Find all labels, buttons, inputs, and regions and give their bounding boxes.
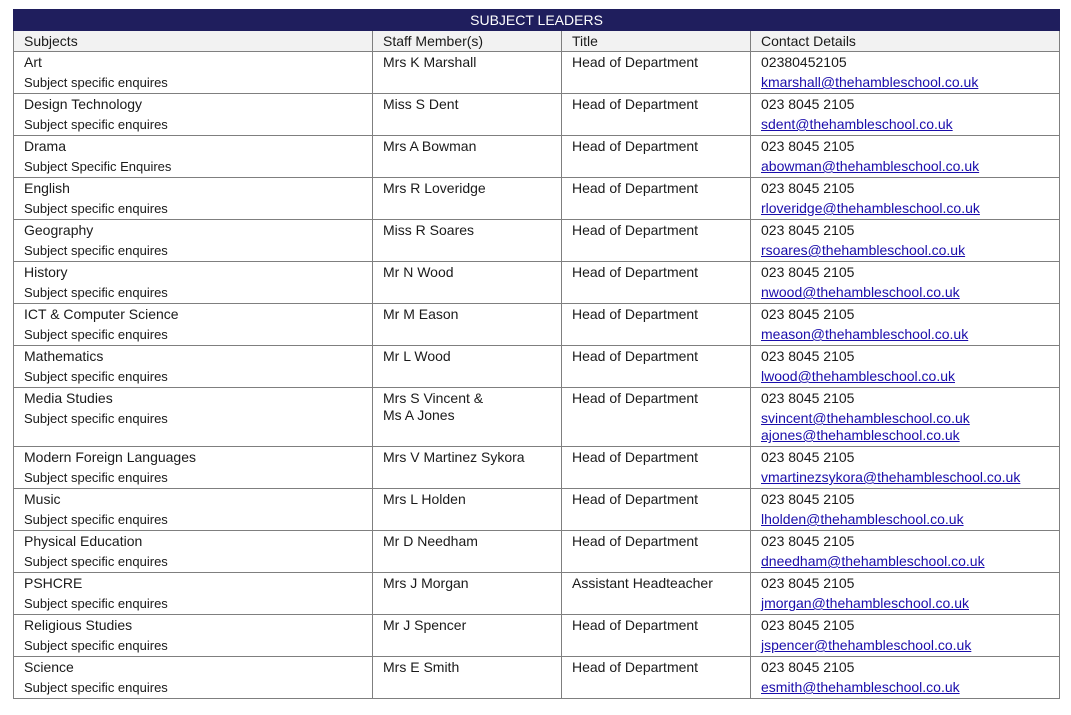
- phone-number: 023 8045 2105: [761, 491, 855, 507]
- table-row: [14, 52, 1060, 94]
- staff-title: Head of Department: [572, 54, 699, 70]
- subject-name: Modern Foreign Languages: [24, 449, 197, 465]
- staff-cell: [373, 94, 562, 136]
- phone-number: 023 8045 2105: [761, 306, 855, 322]
- phone-number: 023 8045 2105: [761, 222, 855, 238]
- title-cell: [562, 94, 751, 136]
- title-cell: [562, 136, 751, 178]
- subject-name: Art: [24, 54, 42, 70]
- subject-name: Design Technology: [24, 96, 143, 112]
- title-cell: [562, 346, 751, 388]
- email-link[interactable]: abowman@thehambleschool.co.uk: [761, 158, 980, 174]
- staff-title: Head of Department: [572, 138, 699, 154]
- subject-name: Music: [24, 491, 61, 507]
- staff-member-name: Mr L Wood: [383, 348, 451, 364]
- subject-enquiries-label: Subject specific enquires: [24, 75, 168, 90]
- title-cell: [562, 52, 751, 94]
- table-body: [14, 52, 1060, 699]
- subject-cell: [14, 94, 373, 136]
- staff-title: Assistant Headteacher: [572, 575, 713, 591]
- subject-enquiries-label: Subject specific enquires: [24, 243, 168, 258]
- phone-number: 02380452105: [761, 54, 847, 70]
- contact-cell: [751, 136, 1060, 178]
- phone-number: 023 8045 2105: [761, 348, 855, 364]
- contact-cell: [751, 489, 1060, 531]
- subject-enquiries-label: Subject specific enquires: [24, 411, 168, 426]
- table-row: [14, 615, 1060, 657]
- subject-cell: [14, 52, 373, 94]
- staff-cell: [373, 136, 562, 178]
- subject-cell: [14, 262, 373, 304]
- phone-number: 023 8045 2105: [761, 449, 855, 465]
- subject-enquiries-label: Subject specific enquires: [24, 369, 168, 384]
- phone-number: 023 8045 2105: [761, 264, 855, 280]
- subject-name: History: [24, 264, 68, 280]
- subject-name: Mathematics: [24, 348, 104, 364]
- email-link[interactable]: lwood@thehambleschool.co.uk: [761, 368, 955, 384]
- table-row: [14, 531, 1060, 573]
- table-row: [14, 136, 1060, 178]
- staff-title: Head of Department: [572, 264, 699, 280]
- staff-member-name: Mrs V Martinez Sykora: [383, 449, 525, 465]
- subject-name: Physical Education: [24, 533, 143, 549]
- email-link[interactable]: svincent@thehambleschool.co.uk: [761, 410, 970, 426]
- contact-cell: [751, 615, 1060, 657]
- subject-cell: [14, 447, 373, 489]
- contact-cell: [751, 531, 1060, 573]
- table-row: [14, 447, 1060, 489]
- staff-cell: [373, 657, 562, 699]
- staff-title: Head of Department: [572, 491, 699, 507]
- contact-cell: [751, 262, 1060, 304]
- column-header-contact: Contact Details: [751, 31, 1060, 52]
- staff-member-name: Mrs S Vincent &: [383, 390, 484, 406]
- contact-cell: [751, 346, 1060, 388]
- table-row: [14, 657, 1060, 699]
- title-cell: [562, 220, 751, 262]
- email-link[interactable]: nwood@thehambleschool.co.uk: [761, 284, 960, 300]
- staff-member-name: Mrs E Smith: [383, 659, 460, 675]
- title-cell: [562, 573, 751, 615]
- contact-cell: [751, 573, 1060, 615]
- title-cell: [562, 304, 751, 346]
- email-link[interactable]: rsoares@thehambleschool.co.uk: [761, 242, 966, 258]
- column-header-subjects: Subjects: [14, 31, 373, 52]
- staff-cell: [373, 447, 562, 489]
- subject-name: ICT & Computer Science: [24, 306, 179, 322]
- subject-name: Geography: [24, 222, 94, 238]
- contact-cell: [751, 52, 1060, 94]
- subject-enquiries-label: Subject specific enquires: [24, 327, 168, 342]
- contact-cell: [751, 388, 1060, 447]
- staff-cell: [373, 531, 562, 573]
- subject-name: English: [24, 180, 70, 196]
- subject-cell: [14, 388, 373, 447]
- email-link[interactable]: dneedham@thehambleschool.co.uk: [761, 553, 985, 569]
- subject-cell: [14, 304, 373, 346]
- staff-cell: [373, 388, 562, 447]
- subject-cell: [14, 489, 373, 531]
- title-cell: [562, 178, 751, 220]
- title-cell: [562, 531, 751, 573]
- subject-name: Science: [24, 659, 74, 675]
- title-cell: [562, 447, 751, 489]
- staff-title: Head of Department: [572, 96, 699, 112]
- email-link[interactable]: esmith@thehambleschool.co.uk: [761, 679, 960, 695]
- staff-member-name: Ms A Jones: [383, 407, 455, 423]
- email-link[interactable]: lholden@thehambleschool.co.uk: [761, 511, 964, 527]
- table-row: [14, 304, 1060, 346]
- column-header-staff: Staff Member(s): [373, 31, 562, 52]
- staff-cell: [373, 220, 562, 262]
- phone-number: 023 8045 2105: [761, 617, 855, 633]
- table-row: [14, 220, 1060, 262]
- staff-title: Head of Department: [572, 449, 699, 465]
- email-link[interactable]: jspencer@thehambleschool.co.uk: [761, 637, 972, 653]
- staff-member-name: Miss S Dent: [383, 96, 459, 112]
- phone-number: 023 8045 2105: [761, 659, 855, 675]
- staff-cell: [373, 346, 562, 388]
- email-link[interactable]: jmorgan@thehambleschool.co.uk: [761, 595, 969, 611]
- staff-cell: [373, 262, 562, 304]
- table-row: [14, 489, 1060, 531]
- staff-cell: [373, 489, 562, 531]
- column-header-title: Title: [562, 31, 751, 52]
- subject-enquiries-label: Subject specific enquires: [24, 680, 168, 695]
- subject-name: Media Studies: [24, 390, 113, 406]
- table-title-row: [14, 10, 1060, 31]
- staff-cell: [373, 52, 562, 94]
- title-cell: [562, 388, 751, 447]
- table-row: [14, 346, 1060, 388]
- table-row: [14, 262, 1060, 304]
- column-header-row: [14, 31, 1060, 52]
- staff-member-name: Mrs L Holden: [383, 491, 466, 507]
- subject-cell: [14, 531, 373, 573]
- staff-cell: [373, 178, 562, 220]
- phone-number: 023 8045 2105: [761, 138, 855, 154]
- staff-member-name: Mrs R Loveridge: [383, 180, 486, 196]
- email-link[interactable]: rloveridge@thehambleschool.co.uk: [761, 200, 980, 216]
- staff-title: Head of Department: [572, 180, 699, 196]
- staff-cell: [373, 615, 562, 657]
- email-link[interactable]: meason@thehambleschool.co.uk: [761, 326, 969, 342]
- phone-number: 023 8045 2105: [761, 390, 855, 406]
- staff-title: Head of Department: [572, 390, 699, 406]
- staff-member-name: Mr M Eason: [383, 306, 459, 322]
- email-link[interactable]: kmarshall@thehambleschool.co.uk: [761, 74, 979, 90]
- staff-title: Head of Department: [572, 659, 699, 675]
- subject-enquiries-label: Subject specific enquires: [24, 470, 168, 485]
- contact-cell: [751, 657, 1060, 699]
- subject-name: Religious Studies: [24, 617, 133, 633]
- staff-member-name: Mrs K Marshall: [383, 54, 477, 70]
- subject-cell: [14, 657, 373, 699]
- contact-cell: [751, 178, 1060, 220]
- table-row: [14, 94, 1060, 136]
- staff-member-name: Mrs A Bowman: [383, 138, 477, 154]
- subject-enquiries-label: Subject specific enquires: [24, 285, 168, 300]
- phone-number: 023 8045 2105: [761, 533, 855, 549]
- staff-cell: [373, 573, 562, 615]
- contact-cell: [751, 447, 1060, 489]
- subject-enquiries-label: Subject specific enquires: [24, 638, 168, 653]
- subject-leaders-table: [13, 9, 1060, 699]
- subject-leaders-table-container: [13, 9, 1059, 699]
- staff-cell: [373, 304, 562, 346]
- subject-enquiries-label: Subject specific enquires: [24, 201, 168, 216]
- staff-member-name: Mr J Spencer: [383, 617, 467, 633]
- subject-enquiries-label: Subject Specific Enquires: [24, 159, 172, 174]
- subject-name: PSHCRE: [24, 575, 83, 591]
- table-row: [14, 573, 1060, 615]
- phone-number: 023 8045 2105: [761, 180, 855, 196]
- subject-cell: [14, 220, 373, 262]
- staff-title: Head of Department: [572, 348, 699, 364]
- subject-cell: [14, 178, 373, 220]
- table-row: [14, 178, 1060, 220]
- title-cell: [562, 489, 751, 531]
- subject-enquiries-label: Subject specific enquires: [24, 596, 168, 611]
- staff-title: Head of Department: [572, 533, 699, 549]
- table-row: [14, 388, 1060, 447]
- email-link[interactable]: ajones@thehambleschool.co.uk: [761, 427, 960, 443]
- subject-cell: [14, 573, 373, 615]
- subject-enquiries-label: Subject specific enquires: [24, 554, 168, 569]
- title-cell: [562, 262, 751, 304]
- staff-title: Head of Department: [572, 306, 699, 322]
- email-link[interactable]: vmartinezsykora@thehambleschool.co.uk: [761, 469, 1021, 485]
- staff-title: Head of Department: [572, 617, 699, 633]
- subject-enquiries-label: Subject specific enquires: [24, 512, 168, 527]
- title-cell: [562, 615, 751, 657]
- contact-cell: [751, 304, 1060, 346]
- phone-number: 023 8045 2105: [761, 96, 855, 112]
- subject-name: Drama: [24, 138, 67, 154]
- subject-cell: [14, 136, 373, 178]
- subject-cell: [14, 615, 373, 657]
- staff-member-name: Miss R Soares: [383, 222, 475, 238]
- table-title: SUBJECT LEADERS: [14, 10, 1060, 31]
- staff-member-name: Mr D Needham: [383, 533, 478, 549]
- title-cell: [562, 657, 751, 699]
- email-link[interactable]: sdent@thehambleschool.co.uk: [761, 116, 953, 132]
- subject-enquiries-label: Subject specific enquires: [24, 117, 168, 132]
- staff-title: Head of Department: [572, 222, 699, 238]
- contact-cell: [751, 94, 1060, 136]
- staff-member-name: Mr N Wood: [383, 264, 454, 280]
- contact-cell: [751, 220, 1060, 262]
- staff-member-name: Mrs J Morgan: [383, 575, 469, 591]
- phone-number: 023 8045 2105: [761, 575, 855, 591]
- subject-cell: [14, 346, 373, 388]
